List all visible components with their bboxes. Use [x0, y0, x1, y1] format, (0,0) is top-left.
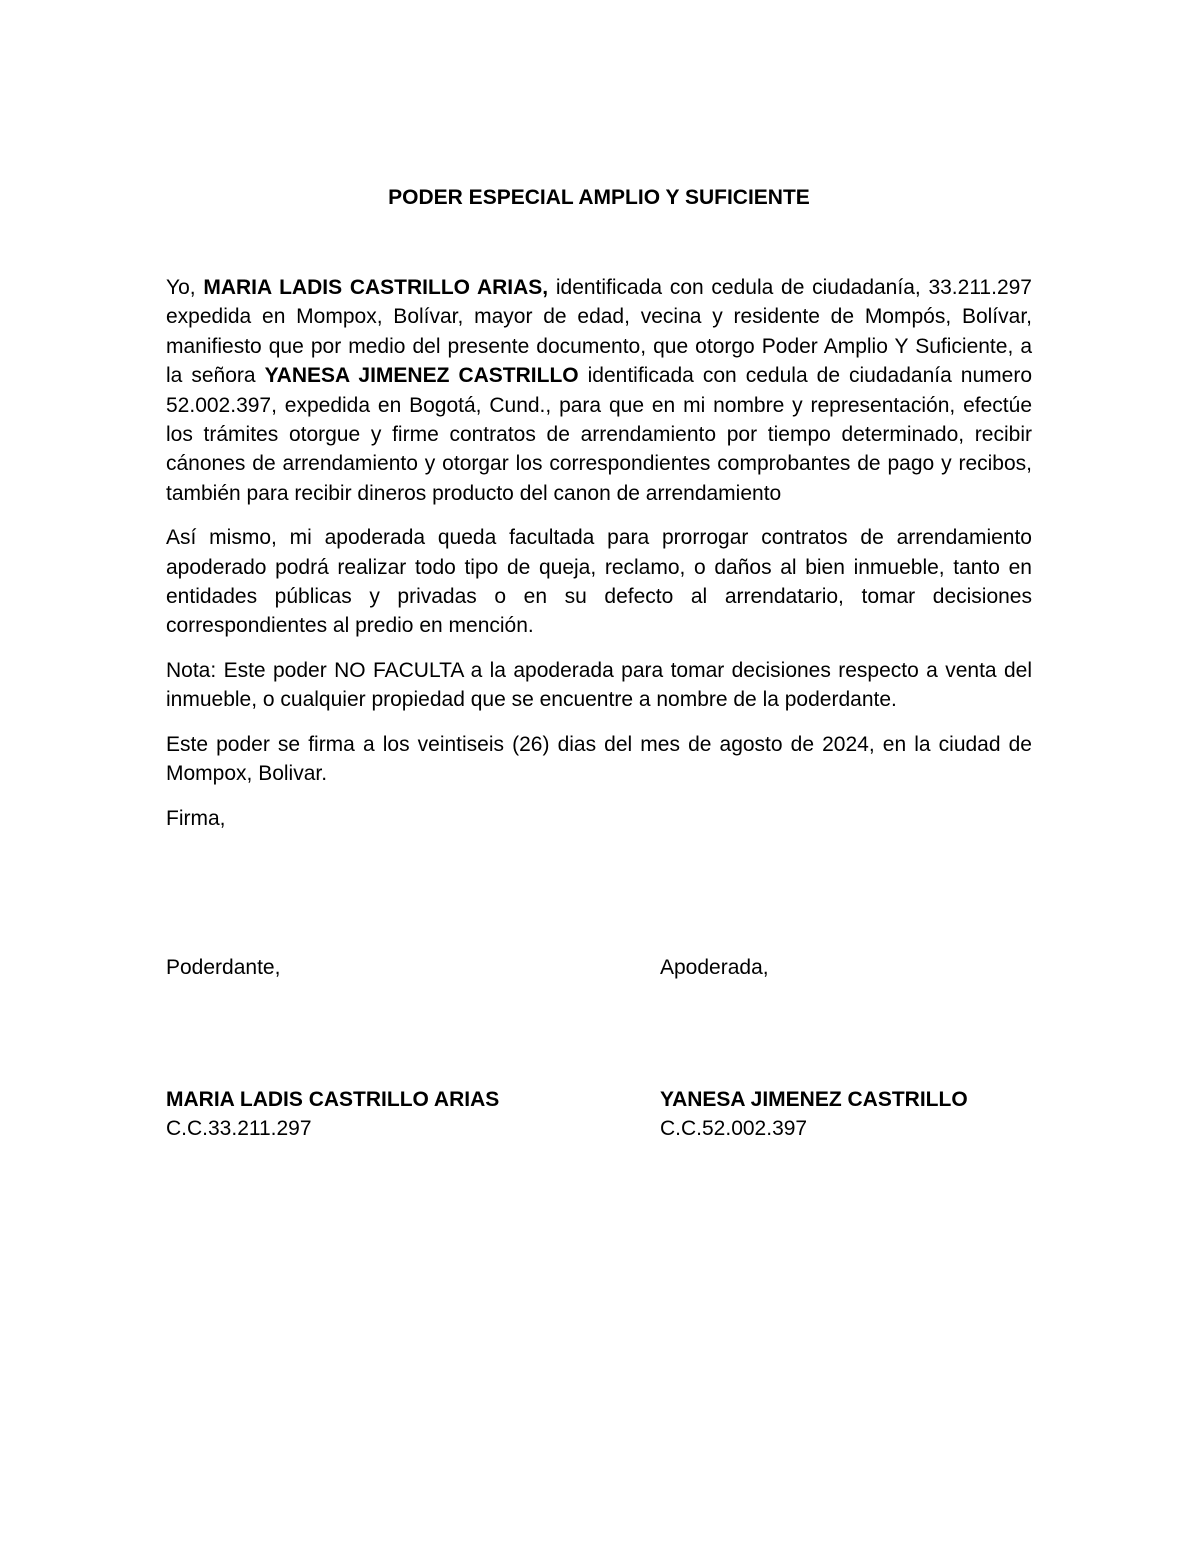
attorney-name: YANESA JIMENEZ CASTRILLO	[660, 1088, 968, 1111]
attorney-name-inline: YANESA JIMENEZ CASTRILLO	[264, 364, 579, 388]
paragraph-grant-text-b: identificada con cedula de ciudadanía numero 52.002.397, expedida en Bogotá, Cund., para que en mi nombre y representación, efectúe los trámites otorgue y firme contratos de arrendamiento por tiempo determinado, recibir cánones de arrendamiento y otorgar los correspondientes comprobantes de pago y recibos, también para recibir dineros producto del canon de arrendamiento	[166, 364, 1032, 505]
firma-label: Firma,	[166, 806, 226, 830]
attorney-label: Apoderada,	[660, 956, 769, 979]
attorney-id: C.C.52.002.397	[660, 1117, 808, 1140]
attorney-signature-block	[660, 1085, 968, 1143]
document-title: PODER ESPECIAL AMPLIO Y SUFICIENTE	[388, 186, 810, 209]
paragraph-note: Nota: Este poder NO FACULTA a la apoderada para tomar decisiones respecto a venta del inmueble, o cualquier propiedad que se encuentre a nombre de la poderdante.	[166, 658, 1032, 712]
paragraph-grant-text-a: identificada con cedula de ciudadanía, 33.211.297 expedida en Mompox, Bolívar, mayor de edad, vecina y residente de Mompós, Bolívar, manifiesto que por medio del presente documento, que otorgo Poder Amplio Y Suficiente, a la señora	[166, 276, 1032, 388]
grantor-label: Poderdante,	[166, 956, 281, 979]
grantor-name-inline: MARIA LADIS CASTRILLO ARIAS,	[203, 276, 549, 299]
grantor-name: MARIA LADIS CASTRILLO ARIAS	[166, 1088, 500, 1111]
paragraph-grant-intro: Yo,	[166, 276, 204, 299]
paragraph-grant	[166, 273, 1032, 508]
paragraph-powers: Así mismo, mi apoderada queda facultada para prorrogar contratos de arrendamiento apoderado podrá realizar todo tipo de queja, reclamo, o daños al bien inmueble, tanto en entidades públicas y privadas o en su defecto al arrendatario, tomar decisiones correspondientes al predio en mención.	[166, 526, 1032, 638]
grantor-id: C.C.33.211.297	[166, 1117, 312, 1140]
paragraph-signing-date: Este poder se firma a los veintiseis (26) dias del mes de agosto de 2024, en la ciudad de Mompox, Bolivar.	[166, 732, 1032, 786]
grantor-signature-block	[166, 1085, 499, 1143]
document-body	[166, 184, 1032, 833]
